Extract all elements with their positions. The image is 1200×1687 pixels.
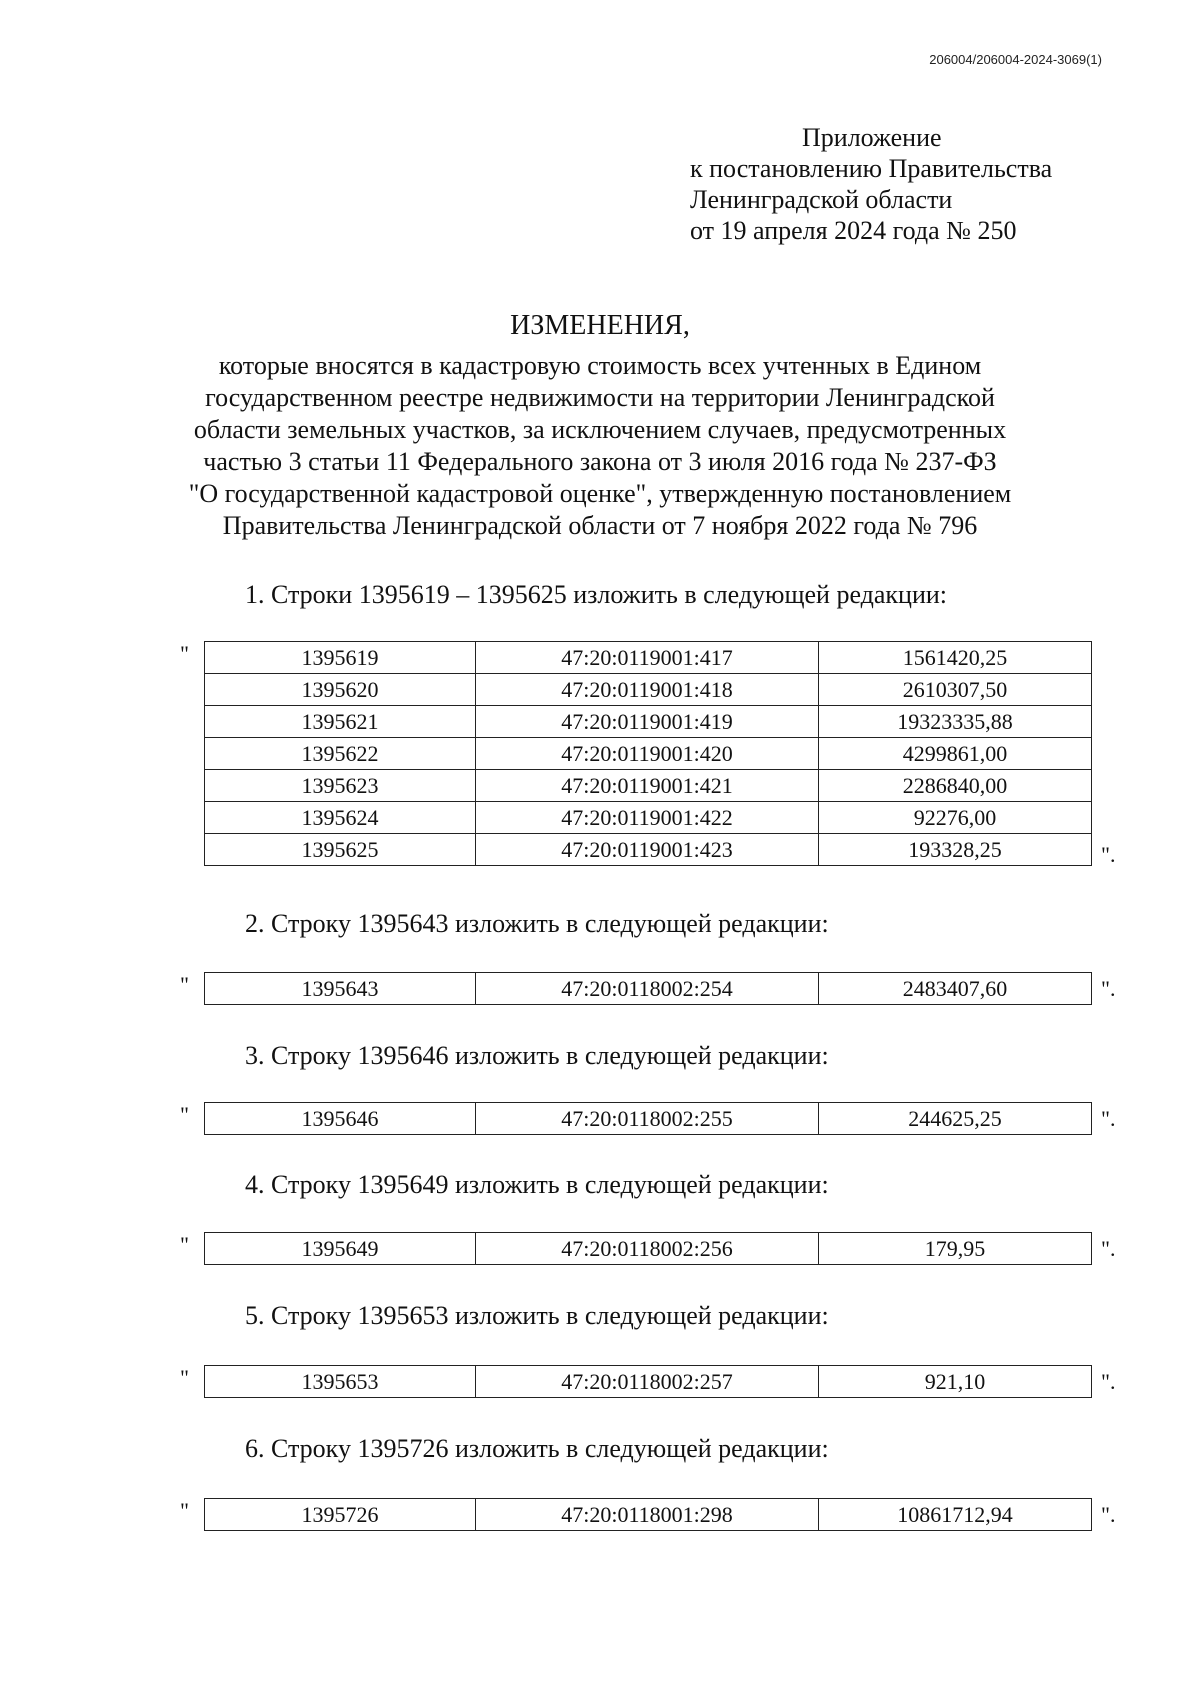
cadastral-number: 47:20:0118002:255 bbox=[476, 1103, 819, 1135]
quote-open: " bbox=[180, 641, 189, 666]
table-row bbox=[205, 973, 1092, 1005]
quote-close: ". bbox=[1101, 1369, 1116, 1394]
cadastral-value: 19323335,88 bbox=[819, 706, 1092, 738]
table-row bbox=[205, 1499, 1092, 1531]
cadastral-value: 1561420,25 bbox=[819, 642, 1092, 674]
quote-open: " bbox=[180, 972, 189, 997]
values-table bbox=[204, 1102, 1092, 1135]
cadastral-number: 47:20:0118001:298 bbox=[476, 1499, 819, 1531]
cadastral-number: 47:20:0119001:420 bbox=[476, 738, 819, 770]
cadastral-value: 179,95 bbox=[819, 1233, 1092, 1265]
cadastral-value: 2286840,00 bbox=[819, 770, 1092, 802]
row-number: 1395624 bbox=[205, 802, 476, 834]
quote-open: " bbox=[180, 1102, 189, 1127]
quote-close: ". bbox=[1101, 1502, 1116, 1527]
quote-open: " bbox=[180, 1365, 189, 1390]
document-number: 206004/206004-2024-3069(1) bbox=[929, 52, 1102, 67]
quote-close: ". bbox=[1101, 976, 1116, 1001]
cadastral-number: 47:20:0119001:418 bbox=[476, 674, 819, 706]
quote-open: " bbox=[180, 1498, 189, 1523]
quote-open: " bbox=[180, 1232, 189, 1257]
quote-close: ". bbox=[1101, 842, 1116, 867]
quote-close: ". bbox=[1101, 1236, 1116, 1261]
values-table bbox=[204, 1232, 1092, 1265]
values-table bbox=[204, 1498, 1092, 1531]
appendix-line: к постановлению Правительства bbox=[690, 154, 1053, 183]
subtitle-line: "О государственной кадастровой оценке", утвержденную постановлением bbox=[188, 479, 1012, 508]
section-heading: 6. Строку 1395726 изложить в следующей редакции: bbox=[245, 1434, 829, 1463]
table-row bbox=[205, 802, 1092, 834]
cadastral-number: 47:20:0119001:423 bbox=[476, 834, 819, 866]
appendix-line: Ленинградской области bbox=[690, 185, 953, 214]
subtitle-line: Правительства Ленинградской области от 7 ноября 2022 года № 796 bbox=[222, 511, 978, 540]
values-table bbox=[204, 1365, 1092, 1398]
table-row bbox=[205, 738, 1092, 770]
row-number: 1395726 bbox=[205, 1499, 476, 1531]
cadastral-value: 10861712,94 bbox=[819, 1499, 1092, 1531]
table-row bbox=[205, 706, 1092, 738]
cadastral-value: 92276,00 bbox=[819, 802, 1092, 834]
table-row bbox=[205, 674, 1092, 706]
values-table bbox=[204, 641, 1092, 866]
cadastral-value: 2483407,60 bbox=[819, 973, 1092, 1005]
cadastral-value: 244625,25 bbox=[819, 1103, 1092, 1135]
table-row bbox=[205, 1103, 1092, 1135]
table-row bbox=[205, 770, 1092, 802]
subtitle-line: государственном реестре недвижимости на территории Ленинградской bbox=[205, 383, 995, 412]
row-number: 1395623 bbox=[205, 770, 476, 802]
appendix-header bbox=[690, 122, 1150, 246]
cadastral-value: 2610307,50 bbox=[819, 674, 1092, 706]
cadastral-number: 47:20:0119001:419 bbox=[476, 706, 819, 738]
document-subtitle bbox=[0, 350, 1200, 542]
row-number: 1395622 bbox=[205, 738, 476, 770]
row-number: 1395621 bbox=[205, 706, 476, 738]
table-row bbox=[205, 834, 1092, 866]
table-row bbox=[205, 1233, 1092, 1265]
cadastral-value: 4299861,00 bbox=[819, 738, 1092, 770]
cadastral-number: 47:20:0119001:417 bbox=[476, 642, 819, 674]
subtitle-line: частью 3 статьи 11 Федерального закона от 3 июля 2016 года № 237-ФЗ bbox=[203, 447, 997, 476]
cadastral-number: 47:20:0118002:257 bbox=[476, 1366, 819, 1398]
values-table bbox=[204, 972, 1092, 1005]
appendix-line: Приложение bbox=[802, 123, 942, 152]
section-heading: 3. Строку 1395646 изложить в следующей редакции: bbox=[245, 1041, 829, 1070]
document-title: ИЗМЕНЕНИЯ, bbox=[510, 310, 690, 341]
section-heading: 4. Строку 1395649 изложить в следующей редакции: bbox=[245, 1170, 829, 1199]
cadastral-number: 47:20:0119001:421 bbox=[476, 770, 819, 802]
cadastral-number: 47:20:0119001:422 bbox=[476, 802, 819, 834]
section-heading: 1. Строки 1395619 – 1395625 изложить в следующей редакции: bbox=[245, 580, 948, 609]
row-number: 1395620 bbox=[205, 674, 476, 706]
section-heading: 5. Строку 1395653 изложить в следующей редакции: bbox=[245, 1301, 829, 1330]
subtitle-line: которые вносятся в кадастровую стоимость всех учтенных в Едином bbox=[218, 351, 982, 380]
cadastral-value: 193328,25 bbox=[819, 834, 1092, 866]
row-number: 1395646 bbox=[205, 1103, 476, 1135]
appendix-line: от 19 апреля 2024 года № 250 bbox=[690, 216, 1017, 245]
row-number: 1395643 bbox=[205, 973, 476, 1005]
cadastral-value: 921,10 bbox=[819, 1366, 1092, 1398]
row-number: 1395625 bbox=[205, 834, 476, 866]
row-number: 1395619 bbox=[205, 642, 476, 674]
subtitle-line: области земельных участков, за исключением случаев, предусмотренных bbox=[193, 415, 1007, 444]
row-number: 1395649 bbox=[205, 1233, 476, 1265]
table-row bbox=[205, 1366, 1092, 1398]
quote-close: ". bbox=[1101, 1106, 1116, 1131]
row-number: 1395653 bbox=[205, 1366, 476, 1398]
cadastral-number: 47:20:0118002:254 bbox=[476, 973, 819, 1005]
table-row bbox=[205, 642, 1092, 674]
section-heading: 2. Строку 1395643 изложить в следующей редакции: bbox=[245, 909, 829, 938]
cadastral-number: 47:20:0118002:256 bbox=[476, 1233, 819, 1265]
